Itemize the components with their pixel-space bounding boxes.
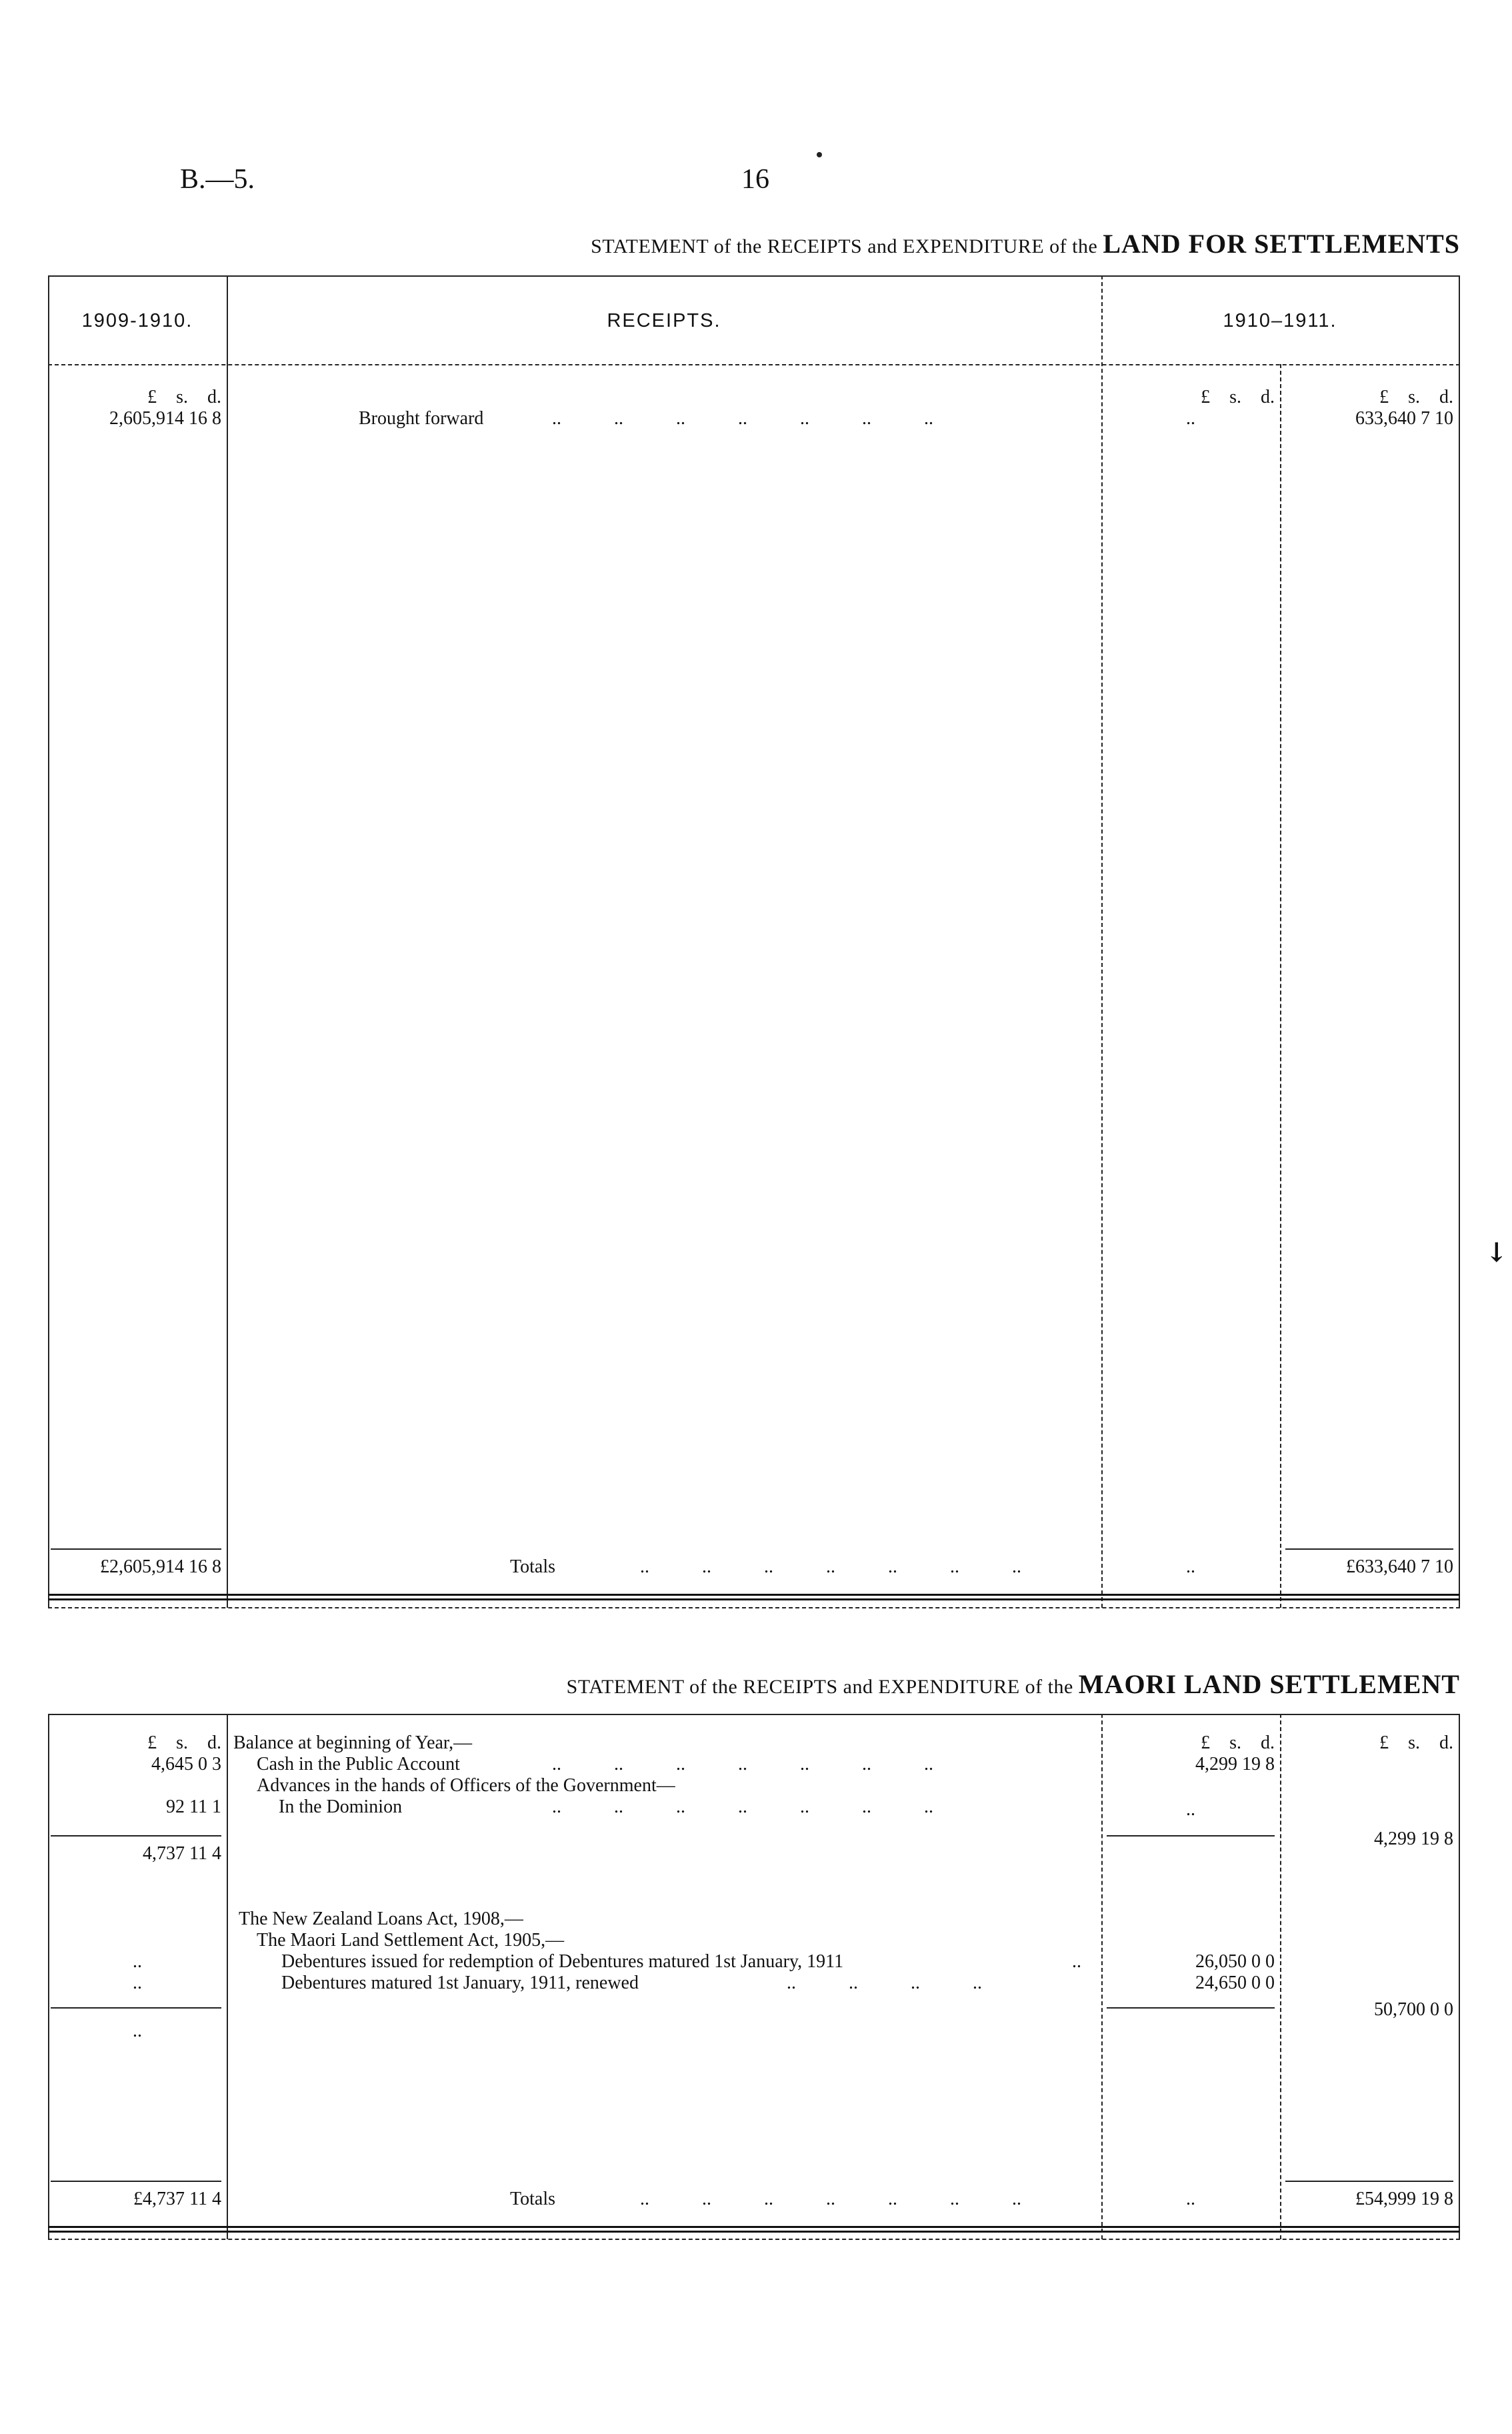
table2-cash-leaders: .. .. .. .. .. .. .. <box>552 1754 933 1774</box>
table1-top-rule <box>48 275 1460 277</box>
table2-dominion-label: In the Dominion <box>279 1796 403 1817</box>
table2-units-mid: £ s. d. <box>1201 1732 1275 1753</box>
table2-subtotal-prev: 4,737 11 4 <box>143 1843 221 1864</box>
table2-cash-prev: 4,645 0 3 <box>151 1754 221 1774</box>
table2-cash-label: Cash in the Public Account <box>257 1754 460 1774</box>
table1-col-prev: 1909-1910. <box>81 310 193 331</box>
page-number: 16 <box>741 164 769 195</box>
table2-loans-heading: The New Zealand Loans Act, 1908,— <box>239 1909 523 1929</box>
table2-divider-3 <box>1280 1714 1281 2239</box>
table2-bottom-rule-1 <box>48 2226 1460 2228</box>
table2-deb-issued-leaders: .. <box>1072 1951 1081 1972</box>
table2-title-bold: MAORI LAND SETTLEMENT <box>1078 1669 1460 1699</box>
table2-balance-mid-rule <box>1107 1835 1275 1837</box>
table2-right-border <box>1459 1714 1460 2239</box>
table2-dominion-leaders: .. .. .. .. .. .. .. <box>552 1796 933 1817</box>
table1-total-prev: £2,605,914 16 8 <box>100 1556 221 1577</box>
table2-loans-prev-rule <box>51 2007 221 2009</box>
table1-left-border <box>48 275 49 1608</box>
table2-total-label: Totals <box>510 2189 556 2209</box>
table2-balance-heading: Balance at beginning of Year,— <box>233 1732 473 1753</box>
table2-total-mid: .. <box>1186 2189 1195 2209</box>
table2-total-prev: £4,737 11 4 <box>133 2189 221 2209</box>
table2-bottom-rule-3 <box>48 2239 1460 2240</box>
table1-bottom-rule-3 <box>48 1607 1460 1608</box>
table1-units-mid: £ s. d. <box>1201 387 1275 407</box>
table1-total-curr: £633,640 7 10 <box>1346 1556 1453 1577</box>
ink-dot <box>817 152 822 157</box>
table1-prev-sum-rule <box>51 1548 221 1550</box>
table2-divider-1 <box>227 1714 228 2239</box>
table2-total-leaders: .. .. .. .. .. .. .. <box>640 2189 1021 2209</box>
table2-deb-issued-label: Debentures issued for redemption of Debentures matured 1st January, 1911 <box>281 1951 844 1972</box>
table1-right-border <box>1459 275 1460 1608</box>
table2-subtotal-curr: 4,299 19 8 <box>1374 1829 1453 1849</box>
table2-cash-mid: 4,299 19 8 <box>1195 1754 1275 1774</box>
table2-deb-issued-mid: 26,050 0 0 <box>1195 1951 1275 1972</box>
table2-prev-sum-rule <box>51 2181 221 2182</box>
table2-deb-renewed-label: Debentures matured 1st January, 1911, renewed <box>281 1973 639 1993</box>
table1-units-curr: £ s. d. <box>1379 387 1453 407</box>
table1-total-mid: .. <box>1186 1556 1195 1577</box>
table1-row-mid: .. <box>1186 408 1195 429</box>
table2-divider-2 <box>1101 1714 1103 2239</box>
table2-balance-prev-rule <box>51 1835 221 1837</box>
table2-deb-renewed-leaders: .. .. .. .. <box>787 1973 982 1993</box>
table1-row-prev: 2,605,914 16 8 <box>109 408 221 429</box>
table2-top-rule <box>48 1714 1460 1715</box>
table2-units-prev: £ s. d. <box>147 1732 221 1753</box>
table2-deb-renewed-mid: 24,650 0 0 <box>1195 1973 1275 1993</box>
table2-dominion-prev: 92 11 1 <box>166 1796 221 1817</box>
table1-total-leaders: .. .. .. .. .. .. .. <box>640 1556 1021 1577</box>
table1-bottom-rule-2 <box>48 1598 1460 1600</box>
table1-divider-1 <box>227 275 228 1608</box>
table2-loans-mid-rule <box>1107 2007 1275 2009</box>
margin-mark-icon: ↓ <box>1485 1237 1508 1268</box>
table1-col-receipts: RECEIPTS. <box>607 310 721 331</box>
table1-header-rule <box>48 364 1460 365</box>
table1-divider-2 <box>1101 275 1103 1608</box>
table2-dominion-mid: .. <box>1186 1799 1195 1820</box>
table1-units-prev: £ s. d. <box>147 387 221 407</box>
table1-total-label: Totals <box>510 1556 556 1577</box>
table2-bottom-rule-2 <box>48 2231 1460 2233</box>
page-reference: B.—5. <box>180 164 255 195</box>
table1-row-curr: 633,640 7 10 <box>1355 408 1453 429</box>
table1-row-leaders: .. .. .. .. .. .. .. <box>552 408 933 429</box>
table1-title <box>591 228 1460 259</box>
table2-maori-act: The Maori Land Settlement Act, 1905,— <box>257 1930 565 1951</box>
table1-title-bold: LAND FOR SETTLEMENTS <box>1103 229 1460 259</box>
table1-title-prefix: STATEMENT of the RECEIPTS and EXPENDITURE of the <box>591 235 1098 257</box>
table1-row-label: Brought forward <box>359 408 484 429</box>
table1-divider-3 <box>1280 364 1281 1608</box>
table2-advances-label: Advances in the hands of Officers of the Government— <box>257 1775 675 1796</box>
table2-loans-subtotal-prev: .. <box>133 2021 142 2041</box>
table2-total-curr: £54,999 19 8 <box>1355 2189 1453 2209</box>
table1-col-curr: 1910–1911. <box>1223 310 1337 331</box>
table2-units-curr: £ s. d. <box>1379 1732 1453 1753</box>
table1-curr-sum-rule <box>1285 1548 1453 1550</box>
table2-title <box>567 1668 1460 1700</box>
table2-title-prefix: STATEMENT of the RECEIPTS and EXPENDITURE of the <box>566 1676 1073 1698</box>
table2-deb-renewed-prev: .. <box>133 1973 142 1993</box>
table2-curr-sum-rule <box>1285 2181 1453 2182</box>
table2-loans-subtotal-curr: 50,700 0 0 <box>1374 1999 1453 2020</box>
table2-deb-issued-prev: .. <box>133 1951 142 1972</box>
table1-bottom-rule-1 <box>48 1594 1460 1596</box>
